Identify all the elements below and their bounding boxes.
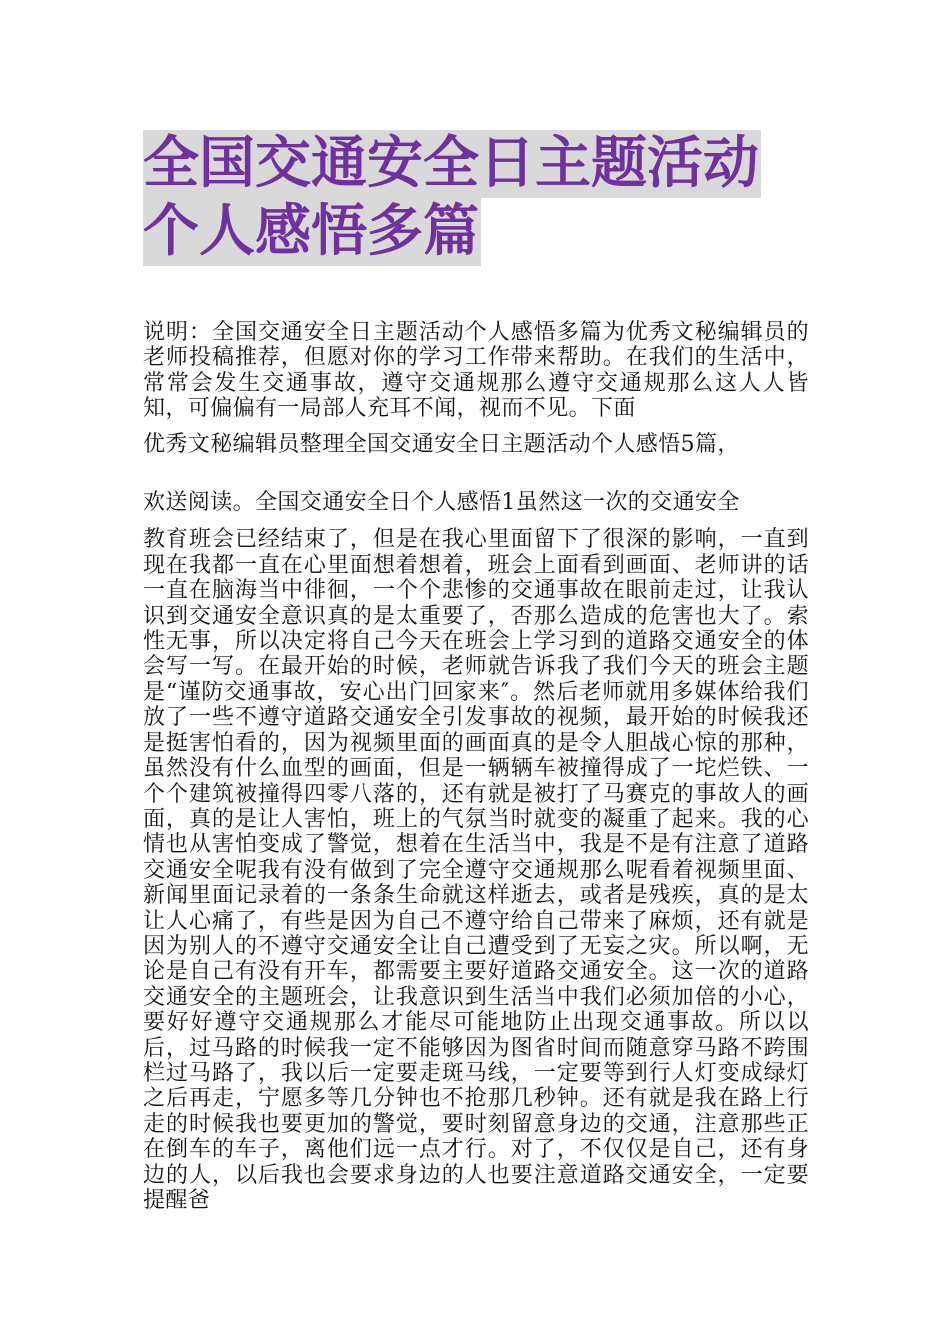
- paragraph-essay-1: 教育班会已经结束了，但是在我心里面留下了很深的影响，一直到现在我都一直在心里面想着想着，班会上面看到画面、老师讲的话一直在脑海当中徘徊，一个个悲惨的交通事故在眼前走过，让我认识到交通安全意识真的是太重要了，否那么造成的危害也大了。索性无事，所以决定将自己今天在班会上学习到的道路交通安全的体会写一写。在最开始的时候，老师就告诉我了我们今天的班会主题是“谨防交通事故，安心出门回家来″。然后老师就用多媒体给我们放了一些不遵守道路交通安全引发事故的视频，最开始的时候我还是挺害怕看的，因为视频里面的画面真的是令人胆战心惊的那种，虽然没有什么血型的画面，但是一辆辆车被撞得成了一坨烂铁、一个个建筑被撞得四零八落的，还有就是被打了马赛克的事故人的画面，真的是让人害怕，班上的气氛当时就变的凝重了起来。我的心情也从害怕变成了警觉，想着在生活当中，我是不是有注意了道路交通安全呢我有没有做到了完全遵守交通规那么呢看着视频里面、新闻里面记录着的一条条生命就这样逝去，或者是残疾，真的是太让人心痛了，有些是因为自己不遵守给自己带来了麻烦，还有就是因为别人的不遵守交通安全让自己遭受到了无妄之灾。所以啊，无论是自己有没有开车，都需要主要好道路交通安全。这一次的道路交通安全的主题班会，让我意识到生活当中我们必须加倍的小心，要好好遵守交通规那么才能尽可能地防止出现交通事故。所以以后，过马路的时候我一定不能够因为图省时间而随意穿马路不跨围栏过马路了，我以后一定要走斑马线，一定要等到行人灯变成绿灯之后再走，宁愿多等几分钟也不抢那几秒钟。还有就是我在路上行走的时候我也要更加的警觉，要时刻留意身边的交通，注意那些正在倒车的车子，离他们远一点才行。对了，不仅仅是自己，还有身边的人，以后我也会要求身边的人也要注意道路交通安全，一定要提醒爸: [143, 527, 809, 1213]
- document-title: [143, 130, 823, 266]
- title-line-1: 全国交通安全日主题活动: [143, 131, 759, 196]
- paragraph-intro: 说明：全国交通安全日主题活动个人感悟多篇为优秀文秘编辑员的老师投稿推荐，但愿对你的学习工作带来帮助。在我们的生活中，常常会发生交通事故，遵守交通规那么遵守交通规那么这人人皆知，可偏偏有一局部人充耳不闻，视而不见。下面: [143, 320, 809, 422]
- paragraph-welcome: 欢送阅读。全国交通安全日个人感悟1虽然这一次的交通安全: [143, 490, 740, 516]
- paragraph-intro-continued: 优秀文秘编辑员整理全国交通安全日主题活动个人感悟5篇，: [143, 431, 740, 457]
- title-line-2: 个人感悟多篇: [143, 199, 479, 264]
- document-body: [143, 320, 809, 1213]
